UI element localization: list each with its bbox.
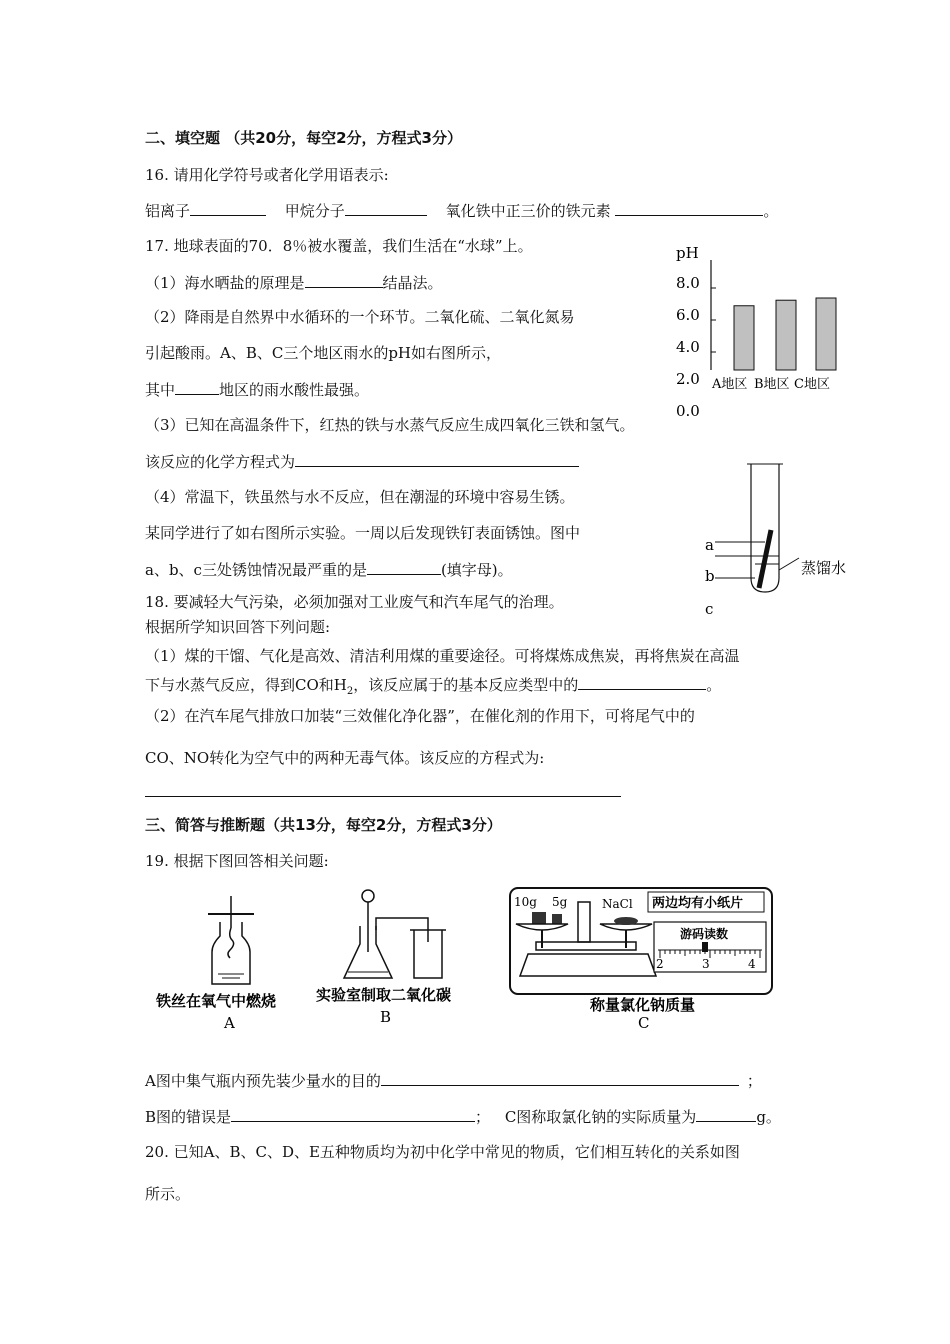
answer-blank[interactable] xyxy=(305,272,383,288)
q19-a-text: A图中集气瓶内预先装少量水的目的 xyxy=(145,1072,381,1090)
q17-stem: 17. 地球表面的70．8％被水覆盖，我们生活在“水球”上。 xyxy=(145,237,533,255)
label-a: a xyxy=(705,536,714,554)
answer-blank[interactable] xyxy=(175,379,219,395)
q17-part2-suffix: 地区的雨水酸性最强。 xyxy=(219,381,370,399)
q18-line3: （1）煤的干馏、气化是高效、清洁利用煤的重要途径。可将煤炼成焦炭，再将焦炭在高温 xyxy=(145,647,740,665)
answer-blank[interactable] xyxy=(295,451,579,467)
y-tick-labels xyxy=(676,274,700,420)
q17-part2-line2: 引起酸雨。A、B、C三个地区雨水的pH如右图所示， xyxy=(145,344,502,362)
q19-question-a xyxy=(145,1070,762,1091)
beam xyxy=(536,942,636,950)
figure-b-caption: 实验室制取二氧化碳 xyxy=(316,986,452,1004)
rider-tick-3: 3 xyxy=(702,957,710,971)
weight-10g-icon xyxy=(532,912,546,924)
q19-b-text: B图的错误是 xyxy=(145,1108,232,1126)
weight-5g-icon xyxy=(552,914,562,924)
q16-prompt-iron: 氧化铁中正三价的铁元素 xyxy=(445,202,611,220)
y-axis-label: pH xyxy=(676,244,699,262)
q17-part1-text: （1）海水晒盐的原理是 xyxy=(145,274,305,292)
q16-stem: 16. 请用化学符号或者化学用语表示: xyxy=(145,166,389,184)
q20-line1: 20. 已知A、B、C、D、E五种物质均为初中化学中常见的物质，它们相互转化的关系如图 xyxy=(145,1143,740,1161)
q17-part4-suffix: (填字母)。 xyxy=(440,561,513,579)
figure-b xyxy=(310,882,480,1038)
leader-line xyxy=(779,558,799,570)
q17-part4-prefix: a、b、c三处锈蚀情况最严重的是 xyxy=(145,561,367,579)
gas-bottle-icon xyxy=(212,922,250,984)
iron-wire-icon xyxy=(228,928,234,958)
balance-base xyxy=(520,954,656,976)
q17-part4-line3 xyxy=(145,559,513,580)
x-tick-label: C地区 xyxy=(794,377,830,392)
q18-line4-prefix: 下与水蒸气反应，得到CO和H xyxy=(145,676,347,694)
q17-part3-line1: （3）已知在高温条件下，红热的铁与水蒸气反应生成四氧化三铁和氢气。 xyxy=(145,416,635,434)
ph-bar-chart xyxy=(670,236,870,426)
bar xyxy=(816,298,836,370)
figure-b-letter: B xyxy=(380,1008,392,1026)
q17-part3-prefix: 该反应的化学方程式为 xyxy=(145,453,296,471)
q20-line2: 所示。 xyxy=(145,1185,191,1203)
iron-nail-icon xyxy=(759,530,771,588)
weight-10g-label: 10g xyxy=(514,895,537,909)
unit: g。 xyxy=(756,1108,781,1126)
test-tube-figure xyxy=(695,460,865,620)
figure-a xyxy=(150,888,310,1038)
figure-c-caption: 称量氯化钠质量 xyxy=(590,996,696,1014)
answer-blank[interactable] xyxy=(615,200,763,216)
note-label: 两边均有小纸片 xyxy=(652,896,744,911)
x-tick-label: A地区 xyxy=(712,377,748,392)
nacl-label: NaCl xyxy=(602,897,633,911)
figure-c-letter: C xyxy=(638,1014,650,1032)
figure-c xyxy=(506,884,778,1036)
y-tick-label: 8.0 xyxy=(676,274,700,292)
bar xyxy=(734,306,754,370)
rider-reading-label: 游码读数 xyxy=(680,927,729,941)
answer-blank[interactable] xyxy=(190,200,266,216)
q19-stem: 19. 根据下图回答相关问题: xyxy=(145,852,329,870)
q17-part2-line1: （2）降雨是自然界中水循环的一个环节。二氧化硫、二氧化氮易 xyxy=(145,308,575,326)
section-2-title: 二、填空题 （共20分，每空2分，方程式3分） xyxy=(145,129,462,147)
answer-blank[interactable] xyxy=(578,674,706,690)
funnel-icon xyxy=(362,890,374,902)
q16-prompt-aluminum-ion: 铝离子 xyxy=(145,202,191,220)
subscript: 2 xyxy=(346,686,354,697)
q16-blanks-line xyxy=(145,200,778,221)
q17-part1-end: 结晶法。 xyxy=(382,274,443,292)
y-tick-label: 0.0 xyxy=(676,402,700,420)
bar xyxy=(776,300,796,370)
q17-part3-line2 xyxy=(145,451,579,472)
weight-5g-label: 5g xyxy=(552,895,568,909)
q17-part4-line1: （4）常温下，铁虽然与水不反应，但在潮湿的环境中容易生锈。 xyxy=(145,488,575,506)
distilled-water-label: 蒸馏水 xyxy=(801,559,847,577)
y-tick-label: 6.0 xyxy=(676,306,700,324)
left-pan-icon xyxy=(516,924,568,930)
q18-line5: （2）在汽车尾气排放口加装“三效催化净化器”，在催化剂的作用下，可将尾气中的 xyxy=(145,707,695,725)
q18-line4-suffix: ，该反应属于的基本反应类型中的 xyxy=(353,676,579,694)
answer-blank[interactable] xyxy=(231,1106,475,1122)
q19-question-bc xyxy=(145,1106,781,1127)
rider-tick-2: 2 xyxy=(656,957,664,971)
y-tick-label: 4.0 xyxy=(676,338,700,356)
test-tube xyxy=(751,464,779,592)
answer-line[interactable] xyxy=(145,796,621,797)
period: 。 xyxy=(706,676,722,694)
rider-icon xyxy=(702,942,708,952)
q18-line2: 根据所学知识回答下列问题: xyxy=(145,618,331,636)
figure-a-caption: 铁丝在氧气中燃烧 xyxy=(156,992,277,1010)
q17-part2-prefix: 其中 xyxy=(145,381,176,399)
answer-blank[interactable] xyxy=(345,200,427,216)
q18-line4 xyxy=(145,674,721,702)
figure-a-letter: A xyxy=(224,1014,235,1032)
x-tick-labels xyxy=(711,376,830,392)
q16-prompt-methane: 甲烷分子 xyxy=(284,202,345,220)
pointer-column xyxy=(578,902,590,942)
x-tick-label: B地区 xyxy=(754,377,790,392)
q19-c-text: C图称取氯化钠的实际质量为 xyxy=(504,1108,697,1126)
period: 。 xyxy=(763,202,779,220)
answer-blank[interactable] xyxy=(381,1070,739,1086)
label-b: b xyxy=(705,567,715,585)
punct: ； xyxy=(746,1072,762,1090)
q18-line1: 18. 要减轻大气污染，必须加强对工业废气和汽车尾气的治理。 xyxy=(145,593,564,611)
bars xyxy=(734,298,836,370)
q17-part2-line3 xyxy=(145,379,369,400)
label-c: c xyxy=(705,600,714,618)
q17-part1 xyxy=(145,272,443,293)
y-tick-label: 2.0 xyxy=(676,370,700,388)
rider-tick-4: 4 xyxy=(748,957,756,971)
q17-part4-line2: 某同学进行了如右图所示实验。一周以后发现铁钉表面锈蚀。图中 xyxy=(145,524,581,542)
section-3-title: 三、简答与推断题（共13分，每空2分，方程式3分） xyxy=(145,816,502,834)
answer-blank[interactable] xyxy=(696,1106,756,1122)
punct: ； xyxy=(475,1108,491,1126)
q18-line6: CO、NO转化为空气中的两种无毒气体。该反应的方程式为: xyxy=(145,749,545,767)
answer-blank[interactable] xyxy=(367,559,441,575)
nacl-pile xyxy=(614,917,638,925)
